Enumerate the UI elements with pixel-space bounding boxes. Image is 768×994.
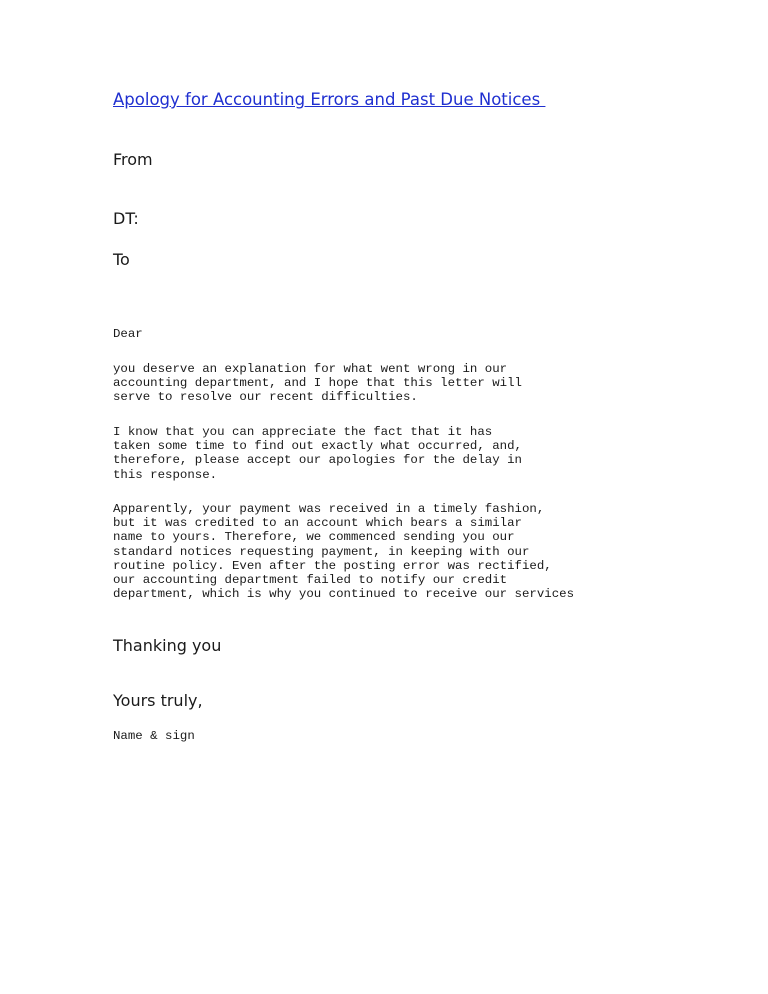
- thanks-line: Thanking you: [113, 636, 222, 655]
- closing-line: Yours truly,: [113, 691, 203, 710]
- body-paragraph-3: Apparently, your payment was received in a timely fashion, but it was credited to an account which bears a similar name to yours. Therefore, we commenced sending you our standard notices requesting payment, in keeping with our routine policy. Even after the posting error was rectified, our accounting department failed to notify our credit department, which is why you continued to receive our services: [113, 502, 575, 602]
- to-label: To: [113, 250, 130, 269]
- letter-title-link[interactable]: Apology for Accounting Errors and Past Due Notices: [113, 90, 546, 109]
- body-paragraph-2: I know that you can appreciate the fact that it has taken some time to find out exactly what occurred, and, therefore, please accept our apologies for the delay in this response.: [113, 425, 522, 482]
- signature-line: Name & sign: [113, 729, 195, 743]
- salutation: Dear: [113, 327, 143, 341]
- from-label: From: [113, 150, 153, 169]
- body-paragraph-1: you deserve an explanation for what went wrong in our accounting department, and I hope that this letter will serve to resolve our recent difficulties.: [113, 362, 522, 405]
- date-label: DT:: [113, 209, 139, 228]
